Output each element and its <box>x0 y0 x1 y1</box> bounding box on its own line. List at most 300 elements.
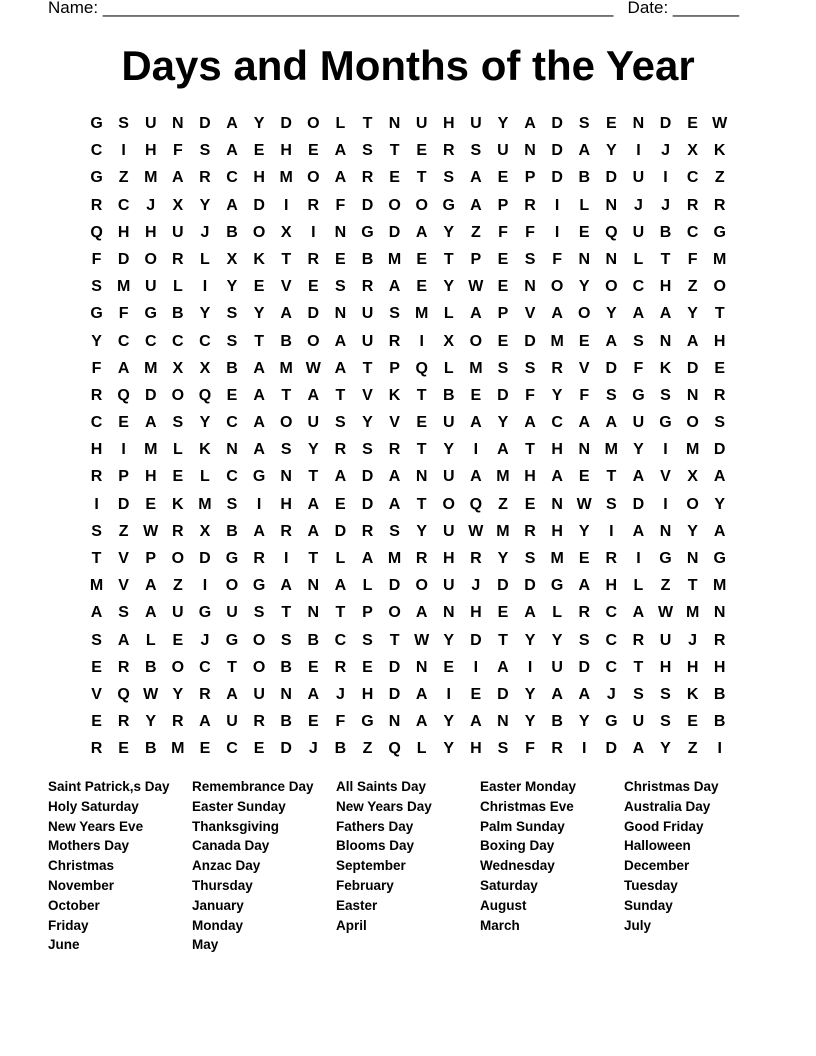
grid-letter[interactable]: S <box>280 631 292 649</box>
grid-letter[interactable]: I <box>94 495 99 513</box>
grid-letter[interactable]: D <box>605 169 618 187</box>
grid-letter[interactable]: C <box>686 169 699 187</box>
grid-letter[interactable]: T <box>660 250 671 268</box>
grid-letter[interactable]: S <box>497 740 509 758</box>
grid-letter[interactable]: G <box>252 468 266 486</box>
grid-letter[interactable]: N <box>578 250 591 268</box>
grid-letter[interactable]: A <box>144 577 157 595</box>
grid-letter[interactable]: R <box>713 386 726 404</box>
grid-letter[interactable]: C <box>632 278 645 296</box>
grid-letter[interactable]: J <box>661 196 670 214</box>
grid-letter[interactable]: N <box>497 713 509 731</box>
grid-letter[interactable]: J <box>200 631 210 649</box>
grid-letter[interactable]: I <box>202 577 208 595</box>
grid-letter[interactable]: M <box>685 441 700 459</box>
grid-letter[interactable]: D <box>551 142 563 160</box>
grid-letter[interactable]: R <box>117 713 130 731</box>
name-blank[interactable]: ______________________________________________________ <box>102 0 614 17</box>
grid-letter[interactable]: E <box>172 468 184 486</box>
grid-letter[interactable]: B <box>442 386 455 404</box>
grid-letter[interactable]: U <box>144 278 157 296</box>
grid-letter[interactable]: P <box>118 468 129 486</box>
grid-letter[interactable]: D <box>470 631 482 649</box>
grid-letter[interactable]: A <box>632 468 645 486</box>
grid-letter[interactable]: A <box>307 685 320 703</box>
grid-letter[interactable]: Y <box>578 278 590 296</box>
grid-letter[interactable]: J <box>200 223 210 241</box>
grid-letter[interactable]: C <box>117 332 130 350</box>
grid-letter[interactable]: I <box>582 740 587 758</box>
grid-letter[interactable]: A <box>686 332 699 350</box>
grid-letter[interactable]: L <box>200 468 210 486</box>
grid-letter[interactable]: V <box>578 359 590 377</box>
grid-letter[interactable]: I <box>609 522 614 540</box>
grid-letter[interactable]: M <box>144 169 158 187</box>
grid-letter[interactable]: R <box>551 740 563 758</box>
grid-letter[interactable]: D <box>632 495 645 513</box>
grid-letter[interactable]: G <box>90 169 103 187</box>
grid-letter[interactable]: J <box>471 577 481 595</box>
grid-letter[interactable]: M <box>550 332 564 350</box>
grid-letter[interactable]: M <box>89 577 104 595</box>
grid-letter[interactable]: Q <box>198 386 212 404</box>
grid-letter[interactable]: M <box>116 278 131 296</box>
grid-letter[interactable]: U <box>172 604 184 622</box>
grid-letter[interactable]: L <box>416 740 427 758</box>
grid-letter[interactable]: T <box>254 332 264 350</box>
grid-letter[interactable]: R <box>361 522 374 540</box>
grid-letter[interactable]: A <box>470 713 482 731</box>
grid-letter[interactable]: A <box>632 740 645 758</box>
grid-letter[interactable]: L <box>335 115 346 132</box>
grid-letter[interactable]: B <box>280 658 292 676</box>
grid-letter[interactable]: R <box>470 550 482 567</box>
grid-letter[interactable]: N <box>334 223 347 241</box>
grid-letter[interactable]: D <box>524 577 536 595</box>
grid-letter[interactable]: N <box>307 577 320 595</box>
grid-letter[interactable]: R <box>361 169 374 187</box>
grid-letter[interactable]: A <box>578 685 591 703</box>
grid-letter[interactable]: Y <box>497 550 509 567</box>
grid-letter[interactable]: S <box>389 522 400 540</box>
grid-letter[interactable]: A <box>470 414 482 432</box>
grid-letter[interactable]: N <box>226 441 238 459</box>
grid-letter[interactable]: E <box>470 386 482 404</box>
grid-letter[interactable]: U <box>551 658 563 676</box>
grid-letter[interactable]: U <box>226 604 238 622</box>
grid-letter[interactable]: M <box>713 577 727 595</box>
grid-letter[interactable]: K <box>686 685 699 703</box>
grid-letter[interactable]: B <box>361 250 374 268</box>
grid-letter[interactable]: Y <box>551 631 563 649</box>
grid-letter[interactable]: G <box>225 631 239 649</box>
grid-letter[interactable]: U <box>253 685 265 703</box>
grid-letter[interactable]: W <box>305 359 321 377</box>
grid-letter[interactable]: H <box>144 142 157 160</box>
grid-letter[interactable]: R <box>90 468 103 486</box>
grid-letter[interactable]: B <box>226 359 238 377</box>
grid-letter[interactable]: S <box>605 386 617 404</box>
grid-letter[interactable]: B <box>280 332 292 350</box>
grid-letter[interactable]: A <box>605 332 618 350</box>
grid-letter[interactable]: X <box>172 359 184 377</box>
grid-letter[interactable]: I <box>256 495 262 513</box>
grid-letter[interactable]: Q <box>415 359 428 377</box>
grid-letter[interactable]: N <box>524 142 536 160</box>
grid-letter[interactable]: N <box>659 522 672 540</box>
grid-letter[interactable]: Q <box>469 495 483 513</box>
grid-letter[interactable]: N <box>388 115 401 132</box>
grid-letter[interactable]: D <box>117 495 130 513</box>
grid-letter[interactable]: S <box>226 332 238 350</box>
grid-letter[interactable]: Y <box>524 685 536 703</box>
grid-letter[interactable]: H <box>117 223 130 241</box>
grid-letter[interactable]: E <box>578 223 590 241</box>
grid-letter[interactable]: P <box>389 359 400 377</box>
grid-letter[interactable]: A <box>415 685 428 703</box>
grid-letter[interactable]: A <box>334 332 347 350</box>
grid-letter[interactable]: R <box>172 713 184 731</box>
grid-letter[interactable]: J <box>146 196 156 214</box>
grid-letter[interactable]: S <box>524 550 536 567</box>
grid-letter[interactable]: D <box>361 196 374 214</box>
grid-letter[interactable]: B <box>551 713 563 731</box>
date-blank[interactable]: _______ <box>672 0 740 17</box>
grid-letter[interactable]: A <box>578 414 591 432</box>
grid-letter[interactable]: C <box>226 468 238 486</box>
grid-letter[interactable]: E <box>714 359 726 377</box>
grid-letter[interactable]: E <box>497 250 509 268</box>
grid-letter[interactable]: A <box>388 495 401 513</box>
grid-letter[interactable]: Z <box>118 169 129 187</box>
grid-letter[interactable]: X <box>172 196 184 214</box>
grid-letter[interactable]: U <box>497 142 509 160</box>
grid-letter[interactable]: I <box>121 142 126 160</box>
grid-letter[interactable]: R <box>524 196 536 214</box>
grid-letter[interactable]: O <box>415 196 428 214</box>
grid-letter[interactable]: F <box>335 196 346 214</box>
grid-letter[interactable]: A <box>524 414 536 432</box>
grid-letter[interactable]: H <box>659 278 672 296</box>
grid-letter[interactable]: B <box>172 305 184 323</box>
grid-letter[interactable]: L <box>633 250 644 268</box>
grid-letter[interactable]: B <box>226 522 238 540</box>
grid-letter[interactable]: D <box>144 386 157 404</box>
grid-letter[interactable]: H <box>361 685 374 703</box>
grid-letter[interactable]: A <box>117 359 130 377</box>
grid-letter[interactable]: G <box>225 550 239 567</box>
grid-letter[interactable]: D <box>280 740 292 758</box>
grid-letter[interactable]: Y <box>443 223 455 241</box>
grid-letter[interactable]: E <box>578 332 590 350</box>
grid-letter[interactable]: E <box>687 115 698 132</box>
grid-letter[interactable]: W <box>468 278 484 296</box>
grid-letter[interactable]: R <box>253 550 265 567</box>
grid-letter[interactable]: A <box>497 441 509 459</box>
grid-letter[interactable]: G <box>442 196 455 214</box>
grid-letter[interactable]: E <box>253 278 265 296</box>
grid-letter[interactable]: S <box>389 305 400 323</box>
grid-letter[interactable]: T <box>606 468 617 486</box>
grid-letter[interactable]: V <box>389 414 400 432</box>
grid-letter[interactable]: J <box>606 685 616 703</box>
grid-letter[interactable]: Y <box>687 305 698 323</box>
grid-letter[interactable]: Y <box>524 713 536 731</box>
grid-letter[interactable]: M <box>469 359 483 377</box>
grid-letter[interactable]: G <box>90 115 103 132</box>
grid-letter[interactable]: O <box>578 305 591 323</box>
grid-letter[interactable]: Y <box>578 713 590 731</box>
grid-letter[interactable]: D <box>334 522 347 540</box>
grid-letter[interactable]: A <box>361 550 374 567</box>
grid-letter[interactable]: V <box>118 550 129 567</box>
grid-letter[interactable]: I <box>663 169 668 187</box>
grid-letter[interactable]: D <box>388 577 401 595</box>
grid-letter[interactable]: U <box>442 577 455 595</box>
grid-letter[interactable]: T <box>91 550 102 567</box>
grid-letter[interactable]: E <box>497 278 509 296</box>
grid-letter[interactable]: Y <box>443 278 455 296</box>
grid-letter[interactable]: M <box>279 359 293 377</box>
grid-letter[interactable]: O <box>388 196 401 214</box>
grid-letter[interactable]: H <box>605 577 618 595</box>
grid-letter[interactable]: T <box>443 250 454 268</box>
grid-letter[interactable]: F <box>335 713 346 731</box>
grid-letter[interactable]: D <box>605 740 618 758</box>
grid-letter[interactable]: M <box>144 359 158 377</box>
grid-letter[interactable]: S <box>443 169 455 187</box>
grid-letter[interactable]: I <box>473 658 479 676</box>
grid-letter[interactable]: T <box>281 604 292 622</box>
grid-letter[interactable]: A <box>470 196 482 214</box>
grid-letter[interactable]: U <box>442 414 455 432</box>
grid-letter[interactable]: V <box>524 305 536 323</box>
grid-letter[interactable]: L <box>172 278 183 296</box>
grid-letter[interactable]: Y <box>524 631 536 649</box>
grid-letter[interactable]: E <box>145 495 157 513</box>
grid-letter[interactable]: J <box>633 196 643 214</box>
grid-letter[interactable]: Y <box>578 522 590 540</box>
grid-letter[interactable]: G <box>198 604 212 622</box>
grid-letter[interactable]: Z <box>687 278 698 296</box>
grid-letter[interactable]: O <box>252 658 266 676</box>
grid-letter[interactable]: Z <box>362 740 373 758</box>
grid-letter[interactable]: A <box>713 522 726 540</box>
grid-letter[interactable]: O <box>605 278 618 296</box>
grid-letter[interactable]: S <box>362 631 373 649</box>
grid-letter[interactable]: N <box>632 115 645 132</box>
grid-letter[interactable]: Y <box>605 305 617 323</box>
grid-letter[interactable]: F <box>687 250 698 268</box>
grid-letter[interactable]: S <box>633 685 644 703</box>
grid-letter[interactable]: F <box>525 740 535 758</box>
grid-letter[interactable]: Y <box>633 441 644 459</box>
grid-letter[interactable]: E <box>199 740 211 758</box>
grid-letter[interactable]: H <box>659 658 672 676</box>
grid-letter[interactable]: T <box>362 359 373 377</box>
grid-letter[interactable]: G <box>659 414 672 432</box>
grid-letter[interactable]: R <box>90 196 103 214</box>
grid-letter[interactable]: E <box>307 658 319 676</box>
grid-letter[interactable]: A <box>117 631 130 649</box>
grid-letter[interactable]: A <box>334 169 347 187</box>
grid-letter[interactable]: G <box>550 577 564 595</box>
grid-letter[interactable]: R <box>334 658 347 676</box>
grid-letter[interactable]: S <box>524 359 536 377</box>
grid-letter[interactable]: R <box>388 332 401 350</box>
grid-letter[interactable]: M <box>415 305 429 323</box>
grid-letter[interactable]: I <box>283 550 289 567</box>
grid-letter[interactable]: D <box>497 685 509 703</box>
grid-letter[interactable]: A <box>226 142 238 160</box>
grid-letter[interactable]: A <box>226 115 238 132</box>
grid-letter[interactable]: C <box>551 414 563 432</box>
grid-letter[interactable]: W <box>468 522 484 540</box>
grid-letter[interactable]: M <box>387 250 402 268</box>
grid-letter[interactable]: Q <box>117 386 130 404</box>
grid-letter[interactable]: A <box>280 577 292 595</box>
grid-letter[interactable]: E <box>118 414 129 432</box>
grid-letter[interactable]: I <box>554 223 560 241</box>
grid-letter[interactable]: I <box>446 685 451 703</box>
grid-letter[interactable]: M <box>496 522 510 540</box>
grid-letter[interactable]: U <box>632 169 645 187</box>
grid-letter[interactable]: N <box>334 305 347 323</box>
grid-letter[interactable]: Y <box>551 386 563 404</box>
grid-letter[interactable]: C <box>686 223 699 241</box>
grid-letter[interactable]: R <box>415 550 428 567</box>
grid-letter[interactable]: M <box>550 550 564 567</box>
grid-letter[interactable]: Y <box>714 495 726 513</box>
grid-letter[interactable]: O <box>171 386 185 404</box>
grid-letter[interactable]: H <box>442 550 455 567</box>
grid-letter[interactable]: A <box>334 468 347 486</box>
grid-letter[interactable]: I <box>717 740 722 758</box>
grid-letter[interactable]: N <box>280 685 292 703</box>
grid-letter[interactable]: M <box>144 441 158 459</box>
grid-letter[interactable]: E <box>307 278 319 296</box>
grid-letter[interactable]: H <box>90 441 103 459</box>
grid-letter[interactable]: J <box>308 740 318 758</box>
grid-letter[interactable]: D <box>578 658 591 676</box>
grid-letter[interactable]: H <box>551 441 563 459</box>
grid-letter[interactable]: T <box>416 169 427 187</box>
grid-letter[interactable]: I <box>663 441 668 459</box>
grid-letter[interactable]: D <box>551 169 563 187</box>
grid-letter[interactable]: B <box>578 169 591 187</box>
grid-letter[interactable]: H <box>551 522 563 540</box>
grid-letter[interactable]: C <box>199 332 211 350</box>
grid-letter[interactable]: D <box>497 577 509 595</box>
grid-letter[interactable]: U <box>659 631 672 649</box>
grid-letter[interactable]: M <box>604 441 618 459</box>
grid-letter[interactable]: T <box>389 142 400 160</box>
grid-letter[interactable]: E <box>307 713 319 731</box>
grid-letter[interactable]: A <box>334 142 347 160</box>
grid-letter[interactable]: N <box>551 495 563 513</box>
grid-letter[interactable]: F <box>633 359 644 377</box>
grid-letter[interactable]: S <box>660 713 671 731</box>
grid-letter[interactable]: C <box>226 169 238 187</box>
grid-letter[interactable]: A <box>226 196 238 214</box>
grid-letter[interactable]: C <box>199 658 211 676</box>
grid-letter[interactable]: L <box>172 441 183 459</box>
grid-letter[interactable]: S <box>118 115 129 132</box>
grid-letter[interactable]: E <box>497 332 509 350</box>
grid-letter[interactable]: Q <box>388 740 401 758</box>
grid-letter[interactable]: R <box>632 631 645 649</box>
grid-letter[interactable]: P <box>524 169 536 187</box>
grid-letter[interactable]: D <box>605 359 618 377</box>
grid-letter[interactable]: N <box>659 332 672 350</box>
grid-letter[interactable]: A <box>632 305 645 323</box>
grid-letter[interactable]: Z <box>714 169 725 187</box>
grid-letter[interactable]: U <box>442 468 455 486</box>
grid-letter[interactable]: R <box>713 196 726 214</box>
grid-letter[interactable]: K <box>713 142 726 160</box>
grid-letter[interactable]: O <box>171 550 185 567</box>
grid-letter[interactable]: Y <box>660 740 671 758</box>
grid-letter[interactable]: I <box>283 196 289 214</box>
grid-letter[interactable]: R <box>199 685 211 703</box>
grid-letter[interactable]: B <box>334 740 347 758</box>
grid-letter[interactable]: I <box>121 441 126 459</box>
grid-letter[interactable]: S <box>91 522 102 540</box>
grid-letter[interactable]: O <box>307 115 320 132</box>
grid-letter[interactable]: M <box>387 550 402 567</box>
grid-letter[interactable]: D <box>388 658 401 676</box>
grid-letter[interactable]: N <box>415 658 428 676</box>
grid-letter[interactable]: N <box>280 468 292 486</box>
grid-letter[interactable]: T <box>525 441 535 459</box>
grid-letter[interactable]: A <box>632 604 645 622</box>
grid-letter[interactable]: D <box>388 223 401 241</box>
grid-letter[interactable]: S <box>172 414 184 432</box>
grid-letter[interactable]: D <box>551 115 563 132</box>
grid-letter[interactable]: R <box>334 441 347 459</box>
grid-letter[interactable]: X <box>226 250 238 268</box>
grid-letter[interactable]: A <box>551 305 563 323</box>
grid-letter[interactable]: E <box>91 658 102 676</box>
grid-letter[interactable]: S <box>335 278 346 296</box>
grid-letter[interactable]: G <box>90 305 103 323</box>
grid-letter[interactable]: A <box>253 441 265 459</box>
grid-letter[interactable]: A <box>172 169 184 187</box>
grid-letter[interactable]: D <box>524 332 536 350</box>
grid-letter[interactable]: T <box>281 386 292 404</box>
grid-letter[interactable]: R <box>361 278 374 296</box>
grid-letter[interactable]: D <box>388 685 401 703</box>
grid-letter[interactable]: S <box>578 631 590 649</box>
grid-letter[interactable]: J <box>661 142 670 160</box>
grid-letter[interactable]: H <box>686 658 699 676</box>
grid-letter[interactable]: R <box>172 250 184 268</box>
grid-letter[interactable]: M <box>171 740 185 758</box>
grid-letter[interactable]: M <box>279 169 293 187</box>
grid-letter[interactable]: A <box>659 305 672 323</box>
grid-letter[interactable]: S <box>226 305 238 323</box>
grid-letter[interactable]: A <box>551 468 563 486</box>
grid-letter[interactable]: A <box>415 713 428 731</box>
grid-letter[interactable]: V <box>280 278 292 296</box>
grid-letter[interactable]: L <box>552 604 563 622</box>
grid-letter[interactable]: P <box>145 550 157 567</box>
grid-letter[interactable]: E <box>524 495 536 513</box>
grid-letter[interactable]: S <box>497 359 509 377</box>
grid-letter[interactable]: C <box>605 631 618 649</box>
grid-letter[interactable]: A <box>578 577 591 595</box>
grid-letter[interactable]: H <box>713 658 726 676</box>
